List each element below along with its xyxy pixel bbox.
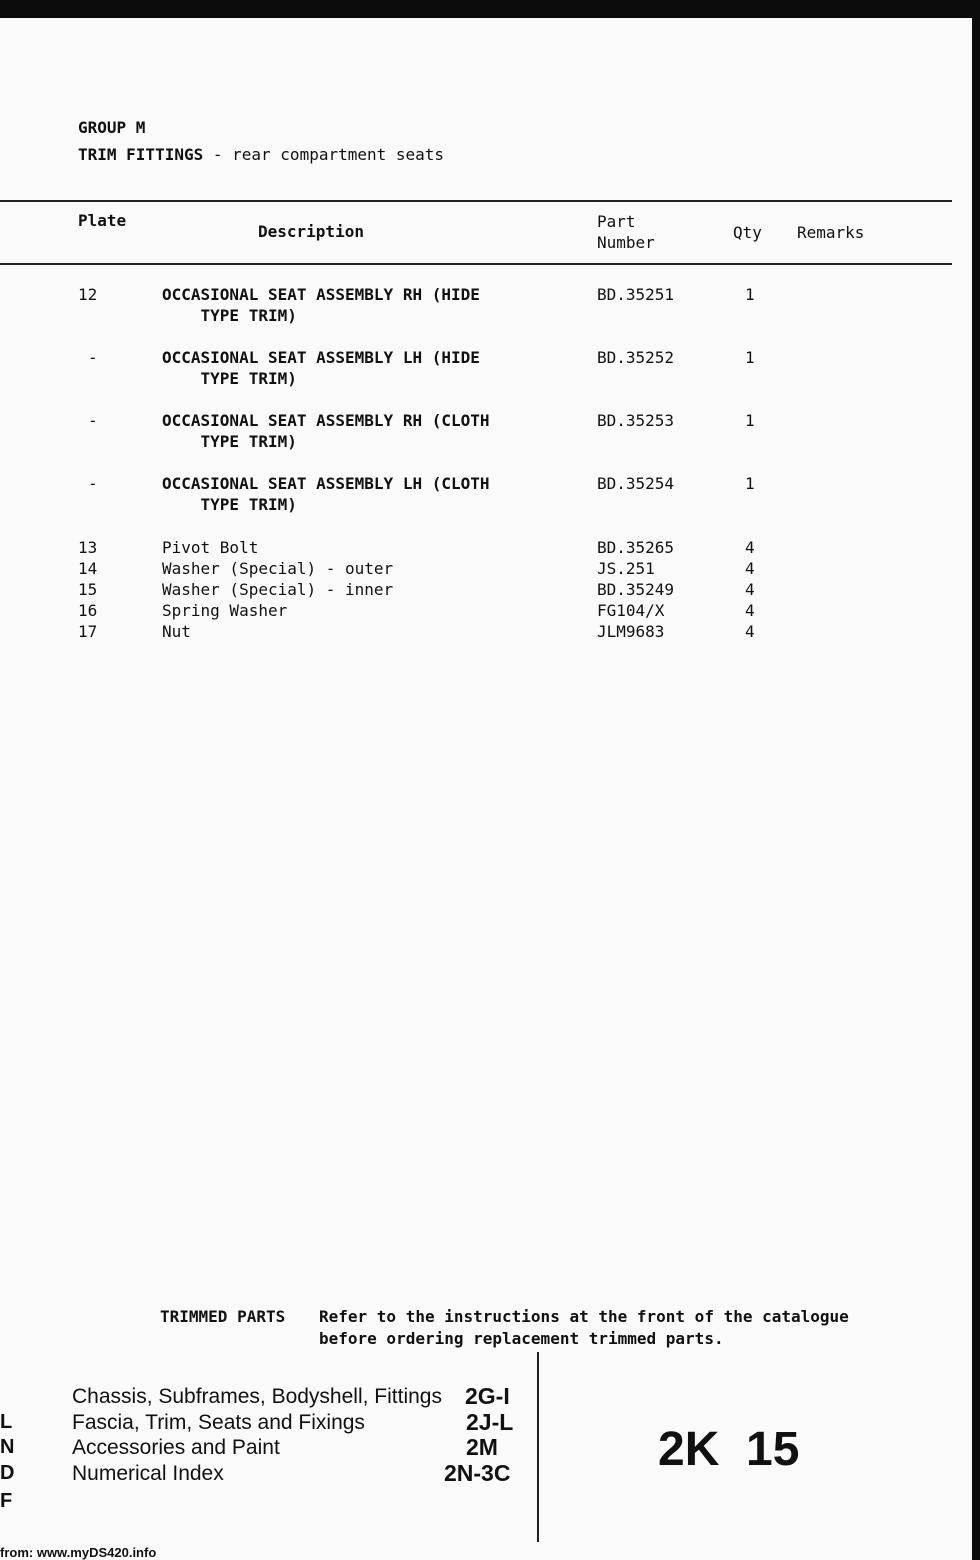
index-code: 2N-3C [444, 1460, 511, 1486]
index-code: 2M [466, 1434, 498, 1460]
trimmed-parts-text-line2: before ordering replacement trimmed parts. [319, 1329, 724, 1348]
description-cell: OCCASIONAL SEAT ASSEMBLY RH (CLOTH [162, 411, 490, 430]
index-code: 2G-I [465, 1383, 510, 1409]
scan-border-right [972, 0, 980, 1560]
plate-cell: 17 [78, 622, 98, 641]
part-number-cell: JLM9683 [597, 622, 665, 641]
qty-cell: 4 [745, 559, 755, 578]
plate-cell: - [88, 348, 98, 367]
plate-cell: 16 [78, 601, 98, 620]
plate-cell: 15 [78, 580, 98, 599]
edge-tab-letter: N [0, 1436, 15, 1458]
description-cell: Pivot Bolt [162, 538, 259, 557]
index-label: Fascia, Trim, Seats and Fixings [72, 1411, 365, 1434]
col-remarks: Remarks [797, 223, 865, 242]
col-description: Description [258, 222, 364, 241]
col-plate: Plate [78, 211, 127, 230]
group-heading: GROUP M [78, 118, 146, 137]
qty-cell: 1 [745, 474, 755, 493]
part-number-cell: BD.35249 [597, 580, 675, 599]
description-cell: Washer (Special) - inner [162, 580, 394, 599]
index-code: 2J-L [466, 1409, 514, 1435]
description-cell-line2: TYPE TRIM) [162, 495, 297, 514]
plate-cell: 13 [78, 538, 98, 557]
plate-cell: - [88, 411, 98, 430]
part-number-cell: BD.35253 [597, 411, 675, 430]
section-title [78, 145, 444, 164]
qty-cell: 1 [745, 411, 755, 430]
col-part-number-line2: Number [597, 233, 655, 252]
qty-cell: 4 [745, 538, 755, 557]
scan-border-top [0, 0, 980, 18]
section-title-bold: TRIM FITTINGS [78, 145, 204, 164]
table-top-rule [0, 200, 952, 202]
plate-cell: - [88, 474, 98, 493]
part-number-cell: BD.35254 [597, 474, 675, 493]
description-cell-line2: TYPE TRIM) [162, 306, 297, 325]
description-cell: OCCASIONAL SEAT ASSEMBLY RH (HIDE [162, 285, 480, 304]
description-cell: Washer (Special) - outer [162, 559, 394, 578]
description-cell: Spring Washer [162, 601, 288, 620]
source-watermark: from: www.myDS420.info [0, 1545, 157, 1560]
description-cell-line2: TYPE TRIM) [162, 432, 297, 451]
edge-tab-letter: F [0, 1490, 13, 1512]
part-number-cell: FG104/X [597, 601, 665, 620]
description-cell: OCCASIONAL SEAT ASSEMBLY LH (HIDE [162, 348, 480, 367]
qty-cell: 1 [745, 285, 755, 304]
qty-cell: 4 [745, 580, 755, 599]
col-part-number-line1: Part [597, 212, 636, 231]
description-cell: OCCASIONAL SEAT ASSEMBLY LH (CLOTH [162, 474, 490, 493]
edge-tab-letter: L [0, 1411, 13, 1433]
index-label: Chassis, Subframes, Bodyshell, Fittings [72, 1385, 442, 1408]
col-qty: Qty [733, 223, 762, 242]
trimmed-parts-label: TRIMMED PARTS [160, 1307, 286, 1326]
edge-tab-letter: D [0, 1462, 15, 1484]
section-title-rest: - rear compartment seats [203, 145, 445, 164]
part-number-cell: BD.35251 [597, 285, 675, 304]
footer-divider [537, 1352, 539, 1542]
qty-cell: 1 [745, 348, 755, 367]
plate-cell: 12 [78, 285, 98, 304]
qty-cell: 4 [745, 601, 755, 620]
index-label: Accessories and Paint [72, 1436, 280, 1459]
index-label: Numerical Index [72, 1462, 224, 1485]
part-number-cell: BD.35252 [597, 348, 675, 367]
part-number-cell: BD.35265 [597, 538, 675, 557]
page-code: 2K 15 [658, 1423, 800, 1476]
part-number-cell: JS.251 [597, 559, 655, 578]
description-cell: Nut [162, 622, 191, 641]
table-header-rule [0, 263, 952, 265]
description-cell-line2: TYPE TRIM) [162, 369, 297, 388]
trimmed-parts-text-line1: Refer to the instructions at the front of the catalogue [319, 1307, 849, 1326]
plate-cell: 14 [78, 559, 98, 578]
qty-cell: 4 [745, 622, 755, 641]
